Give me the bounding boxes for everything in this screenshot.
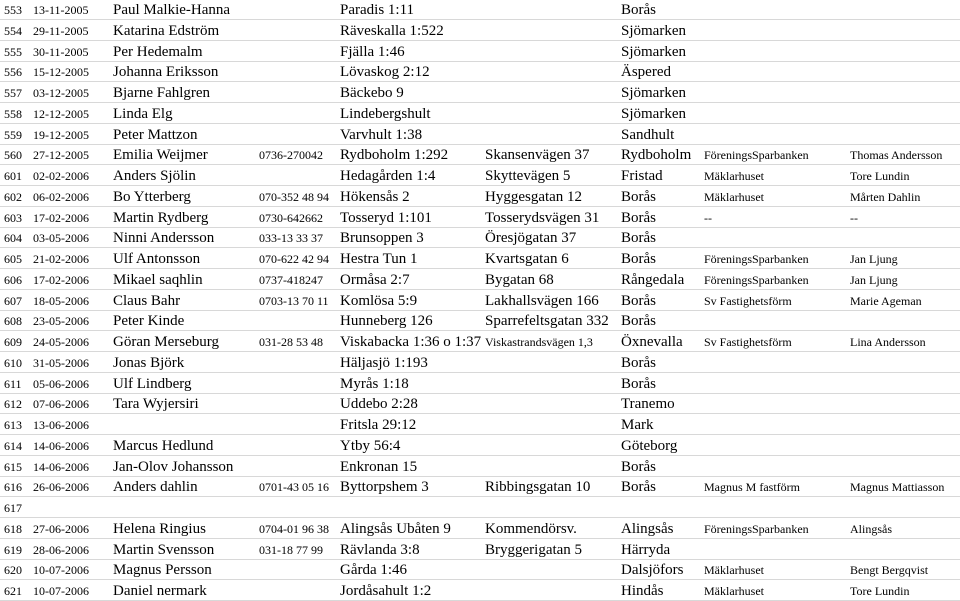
- bank-cell[interactable]: [704, 228, 849, 248]
- name-cell[interactable]: Peter Mattzon: [113, 126, 198, 143]
- property-cell[interactable]: Byttorpshem 3: [340, 479, 429, 496]
- property-cell[interactable]: Fritsla 29:12: [340, 417, 417, 433]
- row-number[interactable]: 621: [4, 584, 22, 598]
- contact-cell[interactable]: --: [850, 210, 858, 225]
- row-number[interactable]: 557: [4, 86, 22, 100]
- town-cell[interactable]: Äspered: [621, 64, 671, 81]
- row-number[interactable]: 605: [4, 252, 22, 266]
- bank-cell[interactable]: FöreningsSparbanken: [704, 148, 809, 163]
- row-number[interactable]: 614: [4, 438, 22, 453]
- date-cell[interactable]: 17-02-2006: [33, 272, 89, 287]
- date-cell[interactable]: 23-05-2006: [33, 314, 89, 329]
- bank-cell[interactable]: FöreningsSparbanken: [704, 252, 809, 266]
- name-cell[interactable]: Martin Rydberg: [113, 209, 209, 226]
- property-cell[interactable]: Viskabacka 1:36 o 1:37: [340, 334, 482, 350]
- property-cell[interactable]: Lindebergshult: [340, 105, 431, 122]
- name-cell[interactable]: Helena Ringius: [113, 520, 206, 537]
- table-row: [0, 540, 960, 560]
- phone-cell[interactable]: [259, 436, 339, 456]
- phone-cell[interactable]: 0737-418247: [259, 272, 323, 287]
- bank-cell[interactable]: [704, 104, 849, 124]
- address-cell[interactable]: [485, 457, 620, 477]
- town-cell[interactable]: Borås: [621, 313, 656, 330]
- town-cell[interactable]: Hindås: [621, 583, 664, 599]
- phone-cell[interactable]: [259, 457, 339, 477]
- date-cell[interactable]: 14-06-2006: [33, 459, 89, 474]
- property-cell[interactable]: Gårda 1:46: [340, 562, 408, 579]
- table-row: [0, 498, 960, 518]
- contact-cell[interactable]: [850, 436, 960, 456]
- address-cell[interactable]: [485, 498, 620, 518]
- town-cell[interactable]: Borås: [621, 458, 656, 475]
- row-number[interactable]: 606: [4, 272, 22, 287]
- bank-cell[interactable]: [704, 540, 849, 560]
- contact-cell[interactable]: [850, 415, 960, 435]
- name-cell[interactable]: Paul Malkie-Hanna: [113, 2, 231, 18]
- name-cell[interactable]: Bo Ytterberg: [113, 188, 191, 205]
- address-cell[interactable]: [485, 62, 620, 82]
- name-cell[interactable]: Katarina Edström: [113, 22, 220, 39]
- name-cell[interactable]: Mikael saqhlin: [113, 271, 203, 288]
- address-cell[interactable]: Ribbingsgatan 10: [485, 479, 591, 496]
- property-cell[interactable]: Ytby 56:4: [340, 437, 401, 454]
- town-cell[interactable]: Borås: [621, 2, 656, 18]
- bank-cell[interactable]: [704, 436, 849, 456]
- town-cell[interactable]: Sjömarken: [621, 43, 686, 60]
- address-cell[interactable]: [485, 104, 620, 124]
- table-row: [0, 208, 960, 228]
- row-number[interactable]: 559: [4, 127, 22, 142]
- date-cell[interactable]: 06-02-2006: [33, 189, 89, 204]
- phone-cell[interactable]: [259, 353, 339, 373]
- address-cell[interactable]: [485, 581, 620, 601]
- contact-cell[interactable]: Tore Lundin: [850, 584, 910, 598]
- row-number[interactable]: 607: [4, 293, 22, 308]
- property-cell[interactable]: Brunsoppen 3: [340, 230, 424, 247]
- date-cell[interactable]: 28-06-2006: [33, 542, 89, 557]
- row-number[interactable]: 554: [4, 23, 22, 38]
- row-number[interactable]: 611: [4, 376, 22, 391]
- row-number[interactable]: 602: [4, 189, 22, 204]
- address-cell[interactable]: [485, 0, 620, 20]
- name-cell[interactable]: Bjarne Fahlgren: [113, 85, 211, 101]
- address-cell[interactable]: [485, 21, 620, 41]
- date-cell[interactable]: 24-05-2006: [33, 335, 89, 349]
- row-number[interactable]: 553: [4, 3, 22, 17]
- table-row: [0, 104, 960, 124]
- table-row: [0, 477, 960, 497]
- name-cell[interactable]: Peter Kinde: [113, 313, 185, 330]
- row-number[interactable]: 616: [4, 480, 22, 495]
- town-cell[interactable]: Borås: [621, 230, 656, 247]
- contact-cell[interactable]: [850, 21, 960, 41]
- phone-cell[interactable]: [259, 581, 339, 601]
- table-row: [0, 560, 960, 580]
- date-cell[interactable]: 31-05-2006: [33, 355, 89, 370]
- name-cell[interactable]: Göran Merseburg: [113, 334, 219, 350]
- table-row: [0, 21, 960, 41]
- bank-cell[interactable]: Mäklarhuset: [704, 563, 764, 578]
- table-row: [0, 42, 960, 62]
- bank-cell[interactable]: Sv Fastighetsförm: [704, 293, 792, 308]
- bank-cell[interactable]: Magnus M fastförm: [704, 480, 800, 495]
- contact-cell[interactable]: [850, 228, 960, 248]
- bank-cell[interactable]: --: [704, 210, 712, 225]
- row-number[interactable]: 601: [4, 169, 22, 183]
- property-cell[interactable]: Lövaskog 2:12: [340, 64, 430, 81]
- bank-cell[interactable]: [704, 457, 849, 477]
- property-cell[interactable]: Enkronan 15: [340, 458, 418, 475]
- address-cell[interactable]: Skyttevägen 5: [485, 168, 571, 184]
- table-row: [0, 581, 960, 601]
- property-cell[interactable]: Paradis 1:11: [340, 2, 415, 18]
- phone-cell[interactable]: [259, 42, 339, 62]
- property-cell[interactable]: Ormåsa 2:7: [340, 271, 410, 288]
- table-row: [0, 166, 960, 186]
- date-cell[interactable]: 18-05-2006: [33, 293, 89, 308]
- name-cell[interactable]: Anders Sjölin: [113, 168, 196, 184]
- town-cell[interactable]: Sandhult: [621, 126, 675, 143]
- property-cell[interactable]: Hunneberg 126: [340, 313, 433, 330]
- name-cell[interactable]: Marcus Hedlund: [113, 437, 214, 454]
- phone-cell[interactable]: [259, 311, 339, 331]
- phone-cell[interactable]: [259, 498, 339, 518]
- bank-cell[interactable]: [704, 311, 849, 331]
- row-number[interactable]: 618: [4, 521, 22, 536]
- name-cell[interactable]: Ulf Lindberg: [113, 375, 192, 392]
- bank-cell[interactable]: [704, 42, 849, 62]
- property-cell[interactable]: Uddebo 2:28: [340, 396, 418, 413]
- contact-cell[interactable]: [850, 83, 960, 103]
- town-cell[interactable]: Borås: [621, 251, 656, 267]
- table-row: [0, 228, 960, 248]
- phone-cell[interactable]: 0736-270042: [259, 148, 323, 163]
- bank-cell[interactable]: [704, 62, 849, 82]
- table-row: [0, 519, 960, 539]
- table-row: [0, 0, 960, 20]
- town-cell[interactable]: Borås: [621, 479, 656, 496]
- phone-cell[interactable]: 0730-642662: [259, 210, 323, 225]
- property-cell[interactable]: Bäckebo 9: [340, 85, 404, 101]
- bank-cell[interactable]: FöreningsSparbanken: [704, 521, 809, 536]
- contact-cell[interactable]: Alingsås: [850, 521, 892, 536]
- address-cell[interactable]: [485, 415, 620, 435]
- address-cell[interactable]: Kommendörsv.: [485, 520, 577, 537]
- town-cell[interactable]: Borås: [621, 209, 656, 226]
- town-cell[interactable]: Rydboholm: [621, 147, 692, 164]
- date-cell[interactable]: 13-11-2005: [33, 3, 89, 17]
- contact-cell[interactable]: Jan Ljung: [850, 272, 898, 287]
- date-cell[interactable]: 10-07-2006: [33, 584, 89, 598]
- contact-cell[interactable]: Tore Lundin: [850, 169, 910, 183]
- address-cell[interactable]: Sparrefeltsgatan 332: [485, 313, 609, 330]
- table-row: [0, 83, 960, 103]
- phone-cell[interactable]: 070-622 42 94: [259, 252, 329, 266]
- date-cell[interactable]: 12-12-2005: [33, 106, 89, 121]
- table-row: [0, 249, 960, 269]
- contact-cell[interactable]: Mårten Dahlin: [850, 189, 921, 204]
- table-row: [0, 394, 960, 414]
- date-cell[interactable]: 14-06-2006: [33, 438, 89, 453]
- phone-cell[interactable]: [259, 125, 339, 145]
- name-cell[interactable]: Linda Elg: [113, 105, 173, 122]
- date-cell[interactable]: 27-06-2006: [33, 521, 89, 536]
- date-cell[interactable]: 29-11-2005: [33, 23, 89, 38]
- table-row: [0, 291, 960, 311]
- contact-cell[interactable]: [850, 125, 960, 145]
- phone-cell[interactable]: [259, 394, 339, 414]
- row-number[interactable]: 558: [4, 106, 22, 121]
- bank-cell[interactable]: [704, 415, 849, 435]
- date-cell[interactable]: 19-12-2005: [33, 127, 89, 142]
- contact-cell[interactable]: Jan Ljung: [850, 252, 898, 266]
- town-cell[interactable]: Borås: [621, 188, 656, 205]
- table-row: [0, 62, 960, 82]
- bank-cell[interactable]: [704, 394, 849, 414]
- property-cell[interactable]: Jordåsahult 1:2: [340, 583, 432, 599]
- row-number[interactable]: 609: [4, 335, 22, 349]
- phone-cell[interactable]: 0701-43 05 16: [259, 480, 329, 495]
- phone-cell[interactable]: 0704-01 96 38: [259, 521, 329, 536]
- contact-cell[interactable]: Marie Ageman: [850, 293, 922, 308]
- date-cell[interactable]: 21-02-2006: [33, 252, 89, 266]
- table-row: [0, 145, 960, 165]
- date-cell[interactable]: 13-06-2006: [33, 418, 89, 432]
- bank-cell[interactable]: [704, 498, 849, 518]
- address-cell[interactable]: [485, 125, 620, 145]
- row-number[interactable]: 615: [4, 459, 22, 474]
- town-cell[interactable]: Borås: [621, 375, 656, 392]
- row-number[interactable]: 620: [4, 563, 22, 578]
- row-number[interactable]: 603: [4, 210, 22, 225]
- contact-cell[interactable]: [850, 0, 960, 20]
- town-cell[interactable]: Alingsås: [621, 520, 674, 537]
- name-cell[interactable]: Martin Svensson: [113, 541, 215, 558]
- bank-cell[interactable]: FöreningsSparbanken: [704, 272, 809, 287]
- name-cell[interactable]: Daniel nermark: [113, 583, 207, 599]
- row-number[interactable]: 610: [4, 355, 22, 370]
- table-row: [0, 187, 960, 207]
- phone-cell[interactable]: [259, 104, 339, 124]
- bank-cell[interactable]: Mäklarhuset: [704, 584, 764, 598]
- table-row: [0, 332, 960, 352]
- town-cell[interactable]: [621, 498, 703, 518]
- phone-cell[interactable]: 031-28 53 48: [259, 335, 323, 349]
- name-cell[interactable]: Anders dahlin: [113, 479, 198, 496]
- town-cell[interactable]: Öxnevalla: [621, 334, 683, 350]
- town-cell[interactable]: Dalsjöfors: [621, 562, 684, 579]
- date-cell[interactable]: 27-12-2005: [33, 148, 89, 163]
- name-cell[interactable]: Per Hedemalm: [113, 43, 203, 60]
- bank-cell[interactable]: Mäklarhuset: [704, 189, 764, 204]
- property-cell[interactable]: Hökensås 2: [340, 188, 410, 205]
- row-number[interactable]: 608: [4, 314, 22, 329]
- date-cell[interactable]: 17-02-2006: [33, 210, 89, 225]
- address-cell[interactable]: [485, 353, 620, 373]
- date-cell[interactable]: 03-12-2005: [33, 86, 89, 100]
- address-cell[interactable]: Skansenvägen 37: [485, 147, 590, 164]
- address-cell[interactable]: Hyggesgatan 12: [485, 188, 583, 205]
- contact-cell[interactable]: [850, 498, 960, 518]
- row-number[interactable]: 617: [4, 501, 22, 515]
- phone-cell[interactable]: [259, 560, 339, 580]
- contact-cell[interactable]: [850, 374, 960, 394]
- date-cell[interactable]: 26-06-2006: [33, 480, 89, 495]
- row-number[interactable]: 619: [4, 542, 22, 557]
- contact-cell[interactable]: Bengt Bergqvist: [850, 563, 929, 578]
- contact-cell[interactable]: [850, 540, 960, 560]
- address-cell[interactable]: [485, 394, 620, 414]
- table-row: [0, 311, 960, 331]
- table-row: [0, 125, 960, 145]
- town-cell[interactable]: Fristad: [621, 168, 663, 184]
- row-number[interactable]: 555: [4, 44, 22, 59]
- address-cell[interactable]: Bryggerigatan 5: [485, 541, 583, 558]
- row-number[interactable]: 612: [4, 397, 22, 412]
- name-cell[interactable]: Jonas Björk: [113, 354, 185, 371]
- name-cell[interactable]: Johanna Eriksson: [113, 64, 219, 81]
- town-cell[interactable]: Borås: [621, 354, 656, 371]
- contact-cell[interactable]: [850, 42, 960, 62]
- contact-cell[interactable]: Magnus Mattiasson: [850, 480, 945, 495]
- contact-cell[interactable]: [850, 457, 960, 477]
- table-row: [0, 436, 960, 456]
- date-cell[interactable]: 30-11-2005: [33, 44, 89, 59]
- row-number[interactable]: 556: [4, 65, 22, 80]
- town-cell[interactable]: Tranemo: [621, 396, 675, 413]
- name-cell[interactable]: Claus Bahr: [113, 292, 181, 309]
- date-cell[interactable]: 03-05-2006: [33, 231, 89, 246]
- table-row: [0, 374, 960, 394]
- bank-cell[interactable]: [704, 83, 849, 103]
- phone-cell[interactable]: 0703-13 70 11: [259, 293, 329, 308]
- property-cell[interactable]: Rävlanda 3:8: [340, 541, 420, 558]
- date-cell[interactable]: 10-07-2006: [33, 563, 89, 578]
- bank-cell[interactable]: [704, 353, 849, 373]
- address-cell[interactable]: [485, 560, 620, 580]
- address-cell[interactable]: Tosserydsvägen 31: [485, 209, 600, 226]
- address-cell[interactable]: [485, 83, 620, 103]
- address-cell[interactable]: [485, 374, 620, 394]
- property-cell[interactable]: Rydboholm 1:292: [340, 147, 449, 164]
- row-number[interactable]: 560: [4, 148, 22, 163]
- property-cell[interactable]: Häljasjö 1:193: [340, 354, 428, 371]
- bank-cell[interactable]: [704, 125, 849, 145]
- address-cell[interactable]: [485, 42, 620, 62]
- property-cell[interactable]: Hestra Tun 1: [340, 251, 418, 267]
- contact-cell[interactable]: Lina Andersson: [850, 335, 926, 349]
- name-cell[interactable]: Magnus Persson: [113, 562, 212, 579]
- date-cell[interactable]: 02-02-2006: [33, 169, 89, 183]
- name-cell[interactable]: Emilia Weijmer: [113, 147, 208, 164]
- bank-cell[interactable]: [704, 0, 849, 20]
- property-cell[interactable]: Myrås 1:18: [340, 375, 409, 392]
- property-cell[interactable]: Alingsås Ubåten 9: [340, 520, 451, 537]
- address-cell[interactable]: Lakhallsvägen 166: [485, 292, 599, 309]
- phone-cell[interactable]: [259, 62, 339, 82]
- table-row: [0, 353, 960, 373]
- property-cell[interactable]: Hedagården 1:4: [340, 168, 436, 184]
- property-cell[interactable]: Fjälla 1:46: [340, 43, 405, 60]
- name-cell[interactable]: Ulf Antonsson: [113, 251, 201, 267]
- contact-cell[interactable]: [850, 394, 960, 414]
- contact-cell[interactable]: [850, 353, 960, 373]
- phone-cell[interactable]: [259, 166, 339, 186]
- town-cell[interactable]: Sjömarken: [621, 22, 686, 39]
- town-cell[interactable]: Sjömarken: [621, 105, 686, 122]
- bank-cell[interactable]: [704, 21, 849, 41]
- town-cell[interactable]: Härryda: [621, 541, 671, 558]
- bank-cell[interactable]: [704, 374, 849, 394]
- address-cell[interactable]: [485, 436, 620, 456]
- phone-cell[interactable]: [259, 83, 339, 103]
- town-cell[interactable]: Sjömarken: [621, 85, 686, 101]
- address-cell[interactable]: Bygatan 68: [485, 271, 554, 288]
- name-cell[interactable]: Ninni Andersson: [113, 230, 215, 247]
- bank-cell[interactable]: Sv Fastighetsförm: [704, 335, 792, 349]
- property-cell[interactable]: Tosseryd 1:101: [340, 209, 432, 226]
- date-cell[interactable]: 05-06-2006: [33, 376, 89, 391]
- address-cell[interactable]: Kvartsgatan 6: [485, 251, 569, 267]
- date-cell[interactable]: 15-12-2005: [33, 65, 89, 80]
- phone-cell[interactable]: 070-352 48 94: [259, 189, 329, 204]
- contact-cell[interactable]: [850, 311, 960, 331]
- table-row: [0, 270, 960, 290]
- town-cell[interactable]: Rångedala: [621, 271, 685, 288]
- name-cell[interactable]: [113, 498, 243, 518]
- phone-cell[interactable]: [259, 374, 339, 394]
- date-cell[interactable]: 07-06-2006: [33, 397, 89, 412]
- name-cell[interactable]: Jan-Olov Johansson: [113, 458, 234, 475]
- phone-cell[interactable]: [259, 0, 339, 20]
- name-cell[interactable]: Tara Wyjersiri: [113, 396, 199, 413]
- town-cell[interactable]: Mark: [621, 417, 654, 433]
- town-cell[interactable]: Borås: [621, 292, 656, 309]
- contact-cell[interactable]: Thomas Andersson: [850, 148, 943, 163]
- name-cell[interactable]: [113, 415, 243, 435]
- phone-cell[interactable]: 033-13 33 37: [259, 231, 323, 246]
- row-number[interactable]: 613: [4, 418, 22, 432]
- phone-cell[interactable]: 031-18 77 99: [259, 542, 323, 557]
- address-cell[interactable]: Viskastrandsvägen 1,3: [485, 335, 593, 349]
- phone-cell[interactable]: [259, 21, 339, 41]
- town-cell[interactable]: Göteborg: [621, 437, 678, 454]
- contact-cell[interactable]: [850, 62, 960, 82]
- property-cell[interactable]: Komlösa 5:9: [340, 292, 418, 309]
- bank-cell[interactable]: Mäklarhuset: [704, 169, 764, 183]
- property-cell[interactable]: Räveskalla 1:522: [340, 22, 444, 39]
- address-cell[interactable]: Öresjögatan 37: [485, 230, 577, 247]
- contact-cell[interactable]: [850, 104, 960, 124]
- date-cell[interactable]: [33, 498, 112, 518]
- property-cell[interactable]: Varvhult 1:38: [340, 126, 423, 143]
- property-cell[interactable]: [340, 498, 484, 518]
- table-row: [0, 415, 960, 435]
- phone-cell[interactable]: [259, 415, 339, 435]
- row-number[interactable]: 604: [4, 231, 22, 246]
- table-row: [0, 457, 960, 477]
